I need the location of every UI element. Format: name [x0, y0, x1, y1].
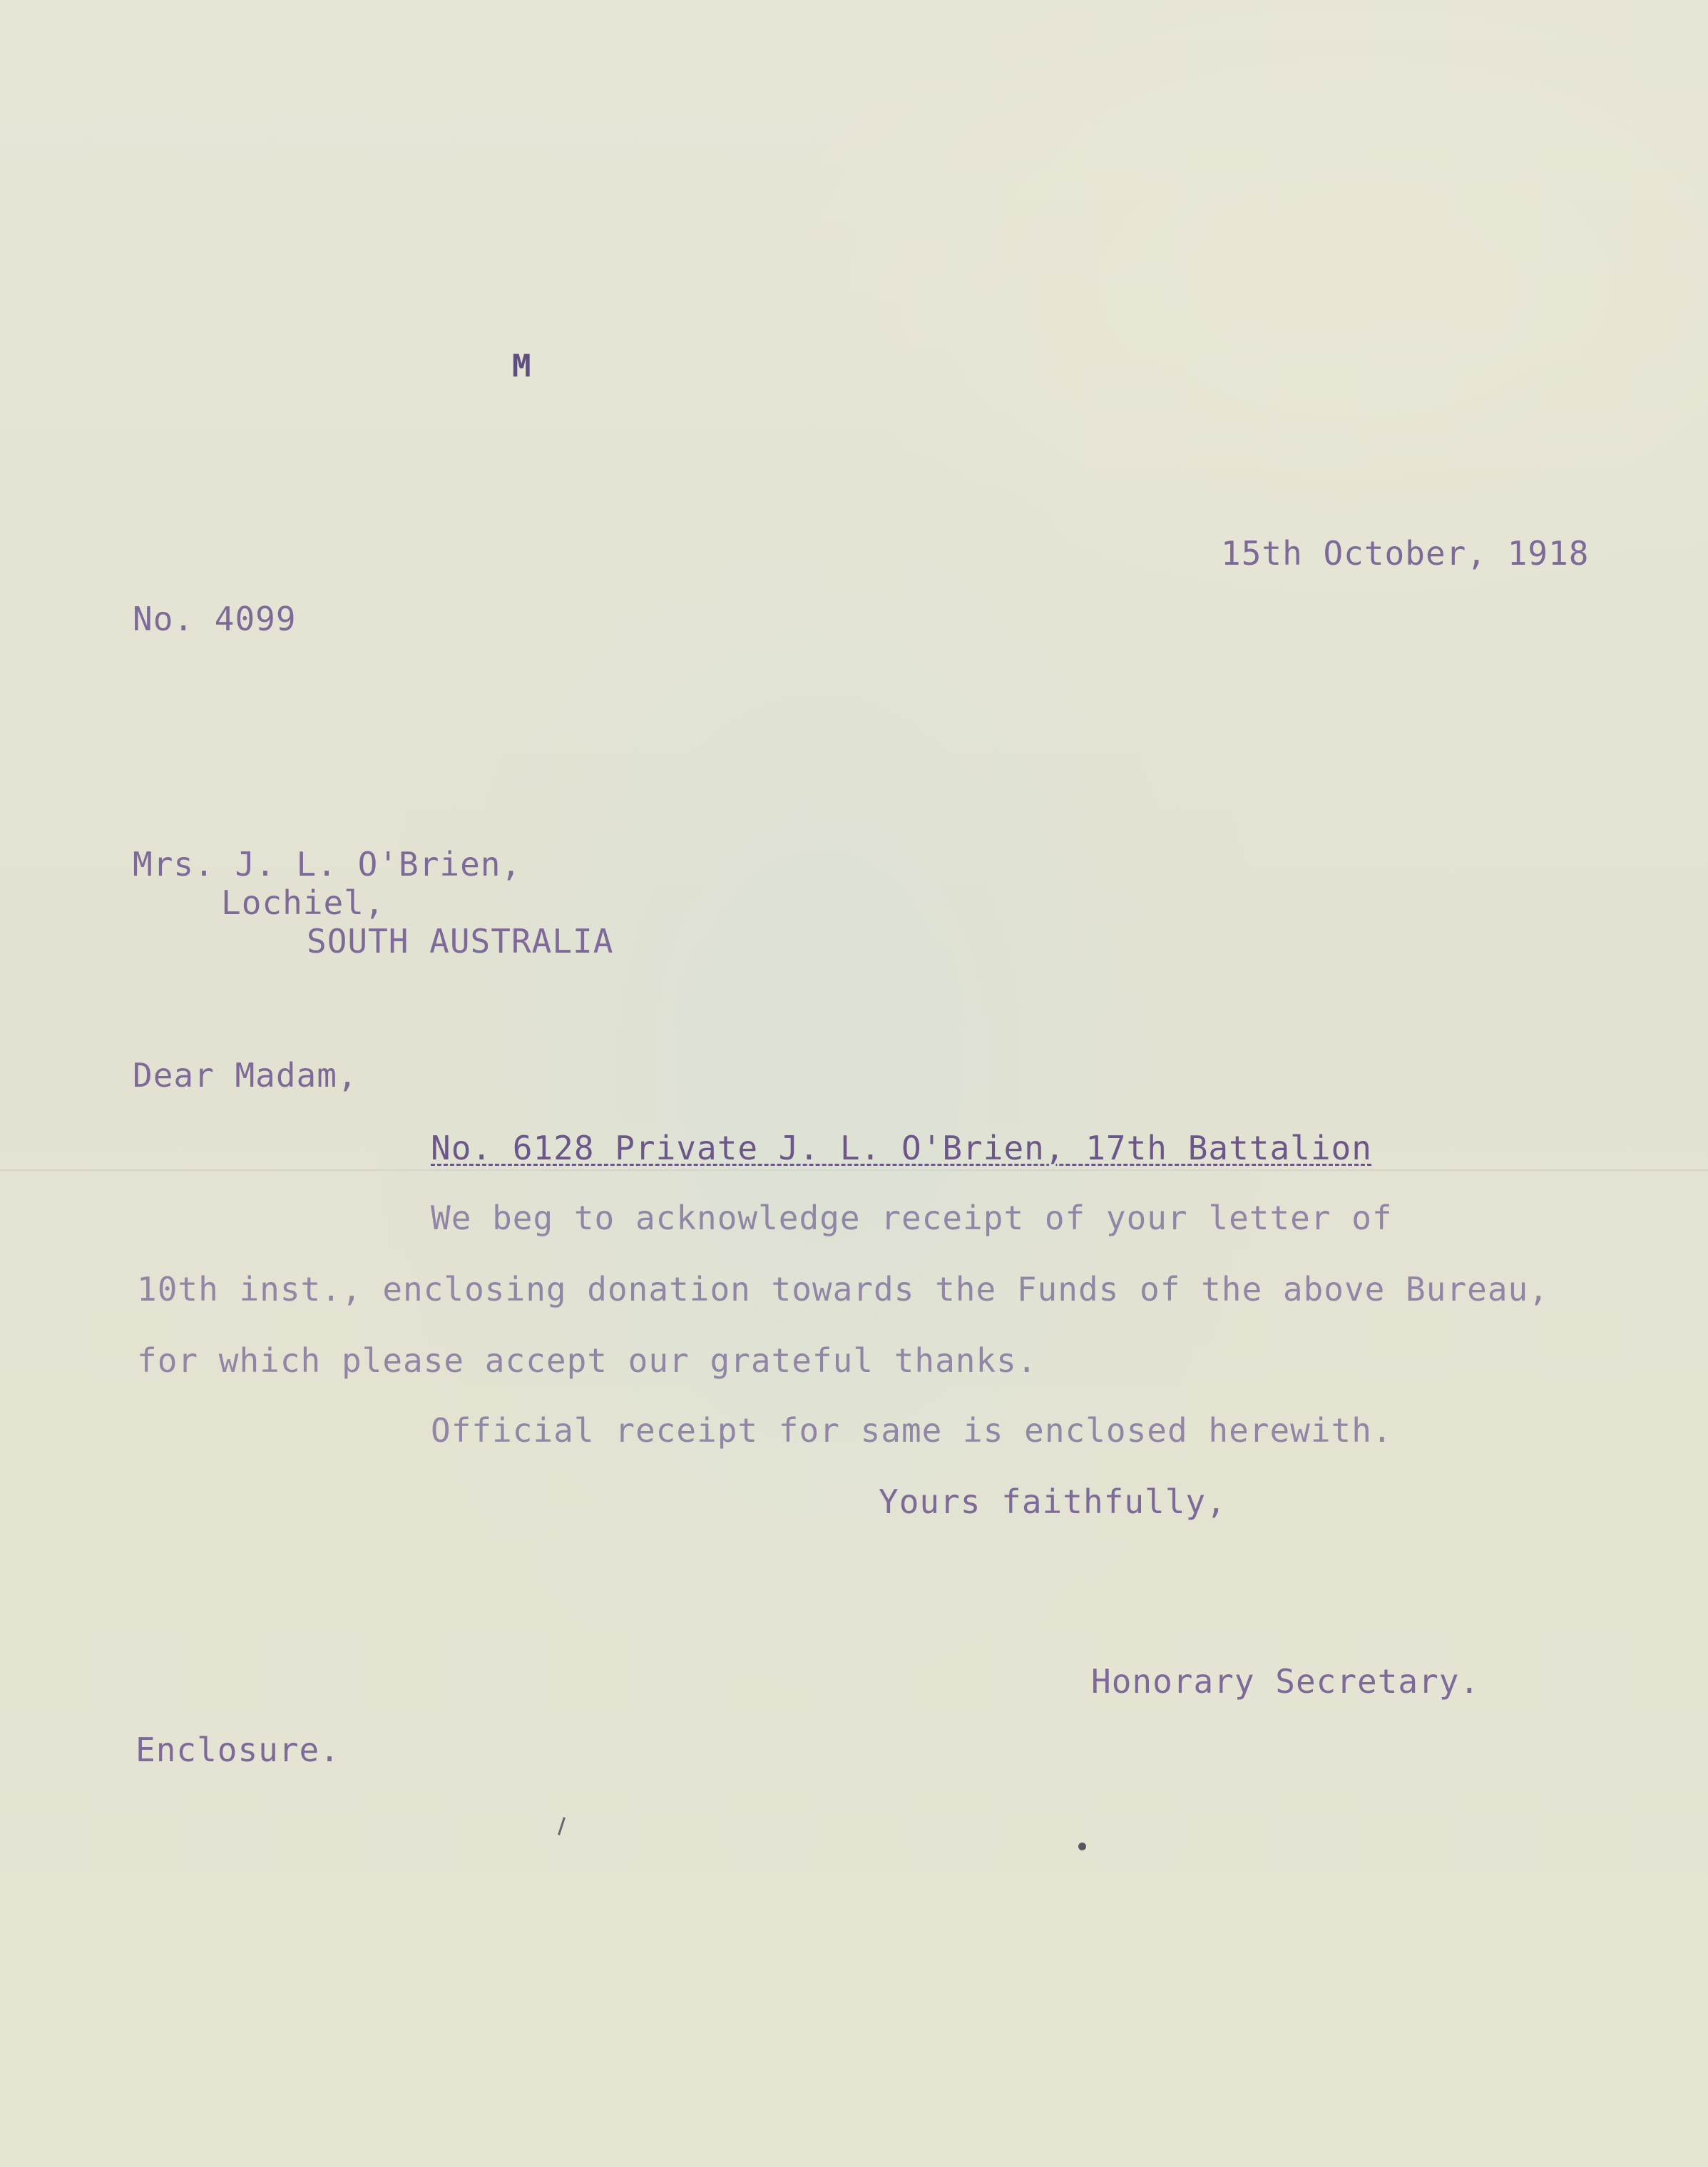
ink-speck: [1078, 1843, 1086, 1850]
body-line-4: Official receipt for same is enclosed herewith.: [431, 1411, 1393, 1450]
letter-mark: M: [512, 348, 532, 384]
recipient-name: Mrs. J. L. O'Brien,: [133, 845, 522, 883]
recipient-locality: Lochiel,: [221, 883, 385, 922]
closing: Yours faithfully,: [879, 1482, 1227, 1521]
enclosure-note: Enclosure.: [135, 1731, 340, 1769]
body-line-2: 10th inst., enclosing donation towards the Funds of the above Bureau,: [137, 1270, 1549, 1308]
signature-title: Honorary Secretary.: [1091, 1662, 1481, 1701]
reference-number: No. 4099: [133, 600, 297, 638]
pencil-tick: [558, 1817, 566, 1835]
body-line-1: We beg to acknowledge receipt of your letter of: [431, 1199, 1393, 1237]
recipient-state: SOUTH AUSTRALIA: [307, 922, 614, 960]
salutation: Dear Madam,: [133, 1056, 358, 1095]
paper-fold-line: [0, 1169, 1708, 1171]
body-line-3: for which please accept our grateful thanks.: [137, 1341, 1038, 1380]
subject-line: No. 6128 Private J. L. O'Brien, 17th Battalion: [431, 1129, 1372, 1167]
letter-date: 15th October, 1918: [1221, 534, 1590, 573]
